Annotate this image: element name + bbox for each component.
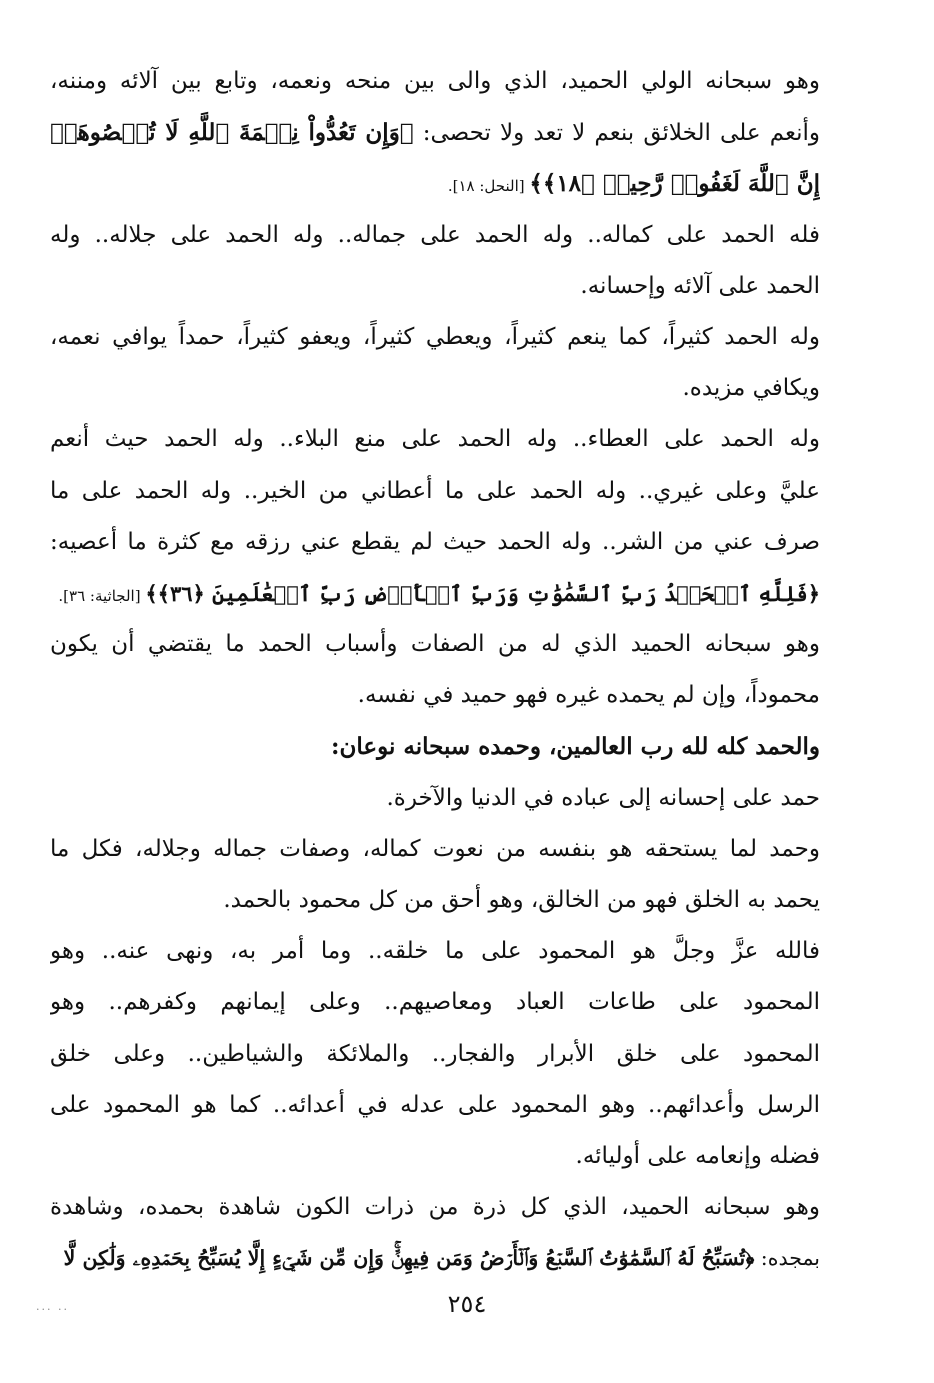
- quran-verse: ﴿تُسَبِّحُ لَهُ ٱلسَّمَٰوَٰتُ ٱلسَّبۡعُ وَٱلۡأَرۡضُ وَمَن فِيهِنَّۚ وَإِن مِّن شَيۡءٍ إِلَّا يُسَبِّحُ بِحَمۡدِهِۦ وَلَٰكِن لَّا: [63, 1246, 755, 1271]
- text-line: [50, 1233, 820, 1284]
- text-line: [50, 1080, 820, 1131]
- body-text: [50, 56, 820, 1285]
- scan-mark: ... ..: [36, 1300, 69, 1313]
- line-text: وحمد لما يستحقه هو بنفسه من نعوت كماله، وصفات جماله وجلاله، فكل ما: [50, 835, 820, 862]
- paragraph: [50, 824, 820, 926]
- line-text: وأنعم على الخلائق بنعم لا تعد ولا تحصى:: [413, 120, 820, 147]
- text-line: [50, 670, 820, 721]
- line-text: وهو سبحانه الولي الحميد، الذي والى بين منحه ونعمه، وتابع بين آلائه ومننه،: [50, 68, 820, 94]
- line-text: بمجده:: [754, 1246, 820, 1271]
- text-line: [50, 773, 820, 824]
- text-line: [50, 414, 820, 465]
- text-line: [50, 977, 820, 1028]
- line-text: فالله عزَّ وجلَّ هو المحمود على ما خلقه.. وما أمر به، ونهى عنه.. وهو: [50, 938, 820, 965]
- line-text: والحمد كله لله رب العالمين، وحمده سبحانه نوعان:: [331, 733, 820, 761]
- line-text: ويكافي مزيده.: [682, 375, 820, 402]
- line-text: الرسل وأعدائهم.. وهو المحمود على عدله في أعدائه.. كما هو المحمود على: [50, 1091, 820, 1118]
- quran-verse: ﴿وَإِن تَعُدُّواْ نِعۡمَةَ ٱللَّهِ لَا تُحۡصُوهَآۗ: [50, 119, 414, 147]
- text-line: [50, 568, 820, 619]
- line-text: صرف عني من الشر.. وله الحمد حيث لم يقطع عني رزقه مع كثرة ما أعصيه:: [50, 528, 820, 555]
- text-line: [50, 466, 820, 517]
- text-line: [50, 824, 820, 875]
- text-line: [50, 926, 820, 977]
- paragraph: [50, 619, 820, 721]
- text-line: [50, 210, 820, 261]
- verse-reference: [الجاثية: ٣٦].: [58, 586, 146, 605]
- line-text: وله الحمد على العطاء.. وله الحمد على منع البلاء.. وله الحمد حيث أنعم: [50, 426, 820, 453]
- line-text: المحمود على خلق الأبرار والفجار.. والملائكة والشياطين.. وعلى خلق: [50, 1040, 820, 1067]
- line-text: فله الحمد على كماله.. وله الحمد على جماله.. وله الحمد على جلاله.. وله: [50, 221, 820, 248]
- paragraph: [50, 773, 820, 824]
- line-text: حمد على إحسانه إلى عباده في الدنيا والآخرة.: [386, 784, 820, 811]
- line-text: عليَّ وعلى غيري.. وله الحمد على ما أعطاني من الخير.. وله الحمد على ما: [50, 477, 820, 504]
- line-text: يحمد به الخلق فهو من الخالق، وهو أحق من كل محمود بالحمد.: [223, 887, 820, 913]
- paragraph: [50, 210, 820, 312]
- text-line: [50, 363, 820, 414]
- text-line: [50, 1029, 820, 1080]
- line-text: وهو سبحانه الحميد، الذي كل ذرة من ذرات الكون شاهدة بحمده، وشاهدة: [50, 1194, 820, 1221]
- text-line: [50, 619, 820, 670]
- text-line: [50, 312, 820, 363]
- paragraph: [50, 414, 820, 619]
- text-line: [50, 1131, 820, 1182]
- line-text: وله الحمد كثيراً، كما ينعم كثيراً، ويعطي كثيراً، ويعفو كثيراً، حمداً يوافي نعمه،: [50, 323, 820, 350]
- quran-verse: ﴿فَلِلَّهِ ٱلۡحَمۡدُ رَبِّ ٱلسَّمَٰوَٰتِ وَرَبِّ ٱلۡأَرۡضِ رَبِّ ٱلۡعَٰلَمِينَ ﴿٣٦﴾﴾: [145, 580, 820, 606]
- text-line: [50, 261, 820, 312]
- section-heading: [50, 721, 820, 772]
- paragraph: [50, 1182, 820, 1284]
- text-line: [50, 875, 820, 926]
- text-line: [50, 56, 820, 107]
- text-line: [50, 721, 820, 772]
- line-text: الحمد على آلائه وإحسانه.: [580, 272, 820, 299]
- paragraph: [50, 312, 820, 414]
- line-text: محموداً، وإن لم يحمده غيره فهو حميد في نفسه.: [357, 682, 820, 709]
- text-line: [50, 1182, 820, 1233]
- quran-verse: إِنَّ ٱللَّهَ لَغَفُورٞ رَّحِيمٞ ﴿١٨﴾﴾: [529, 170, 820, 198]
- text-line: [50, 107, 820, 158]
- paragraph: [50, 56, 820, 210]
- line-text: فضله وإنعامه على أوليائه.: [575, 1142, 820, 1169]
- paragraph: [50, 926, 820, 1182]
- verse-reference: [النحل: ١٨].: [447, 177, 530, 196]
- line-text: وهو سبحانه الحميد الذي له من الصفات وأسباب الحمد ما يقتضي أن يكون: [50, 631, 820, 658]
- line-text: المحمود على طاعات العباد ومعاصيهم.. وعلى إيمانهم وكفرهم.. وهو: [50, 989, 820, 1016]
- text-line: [50, 517, 820, 568]
- page-number: ٢٥٤: [447, 1290, 487, 1318]
- text-line: [50, 158, 820, 209]
